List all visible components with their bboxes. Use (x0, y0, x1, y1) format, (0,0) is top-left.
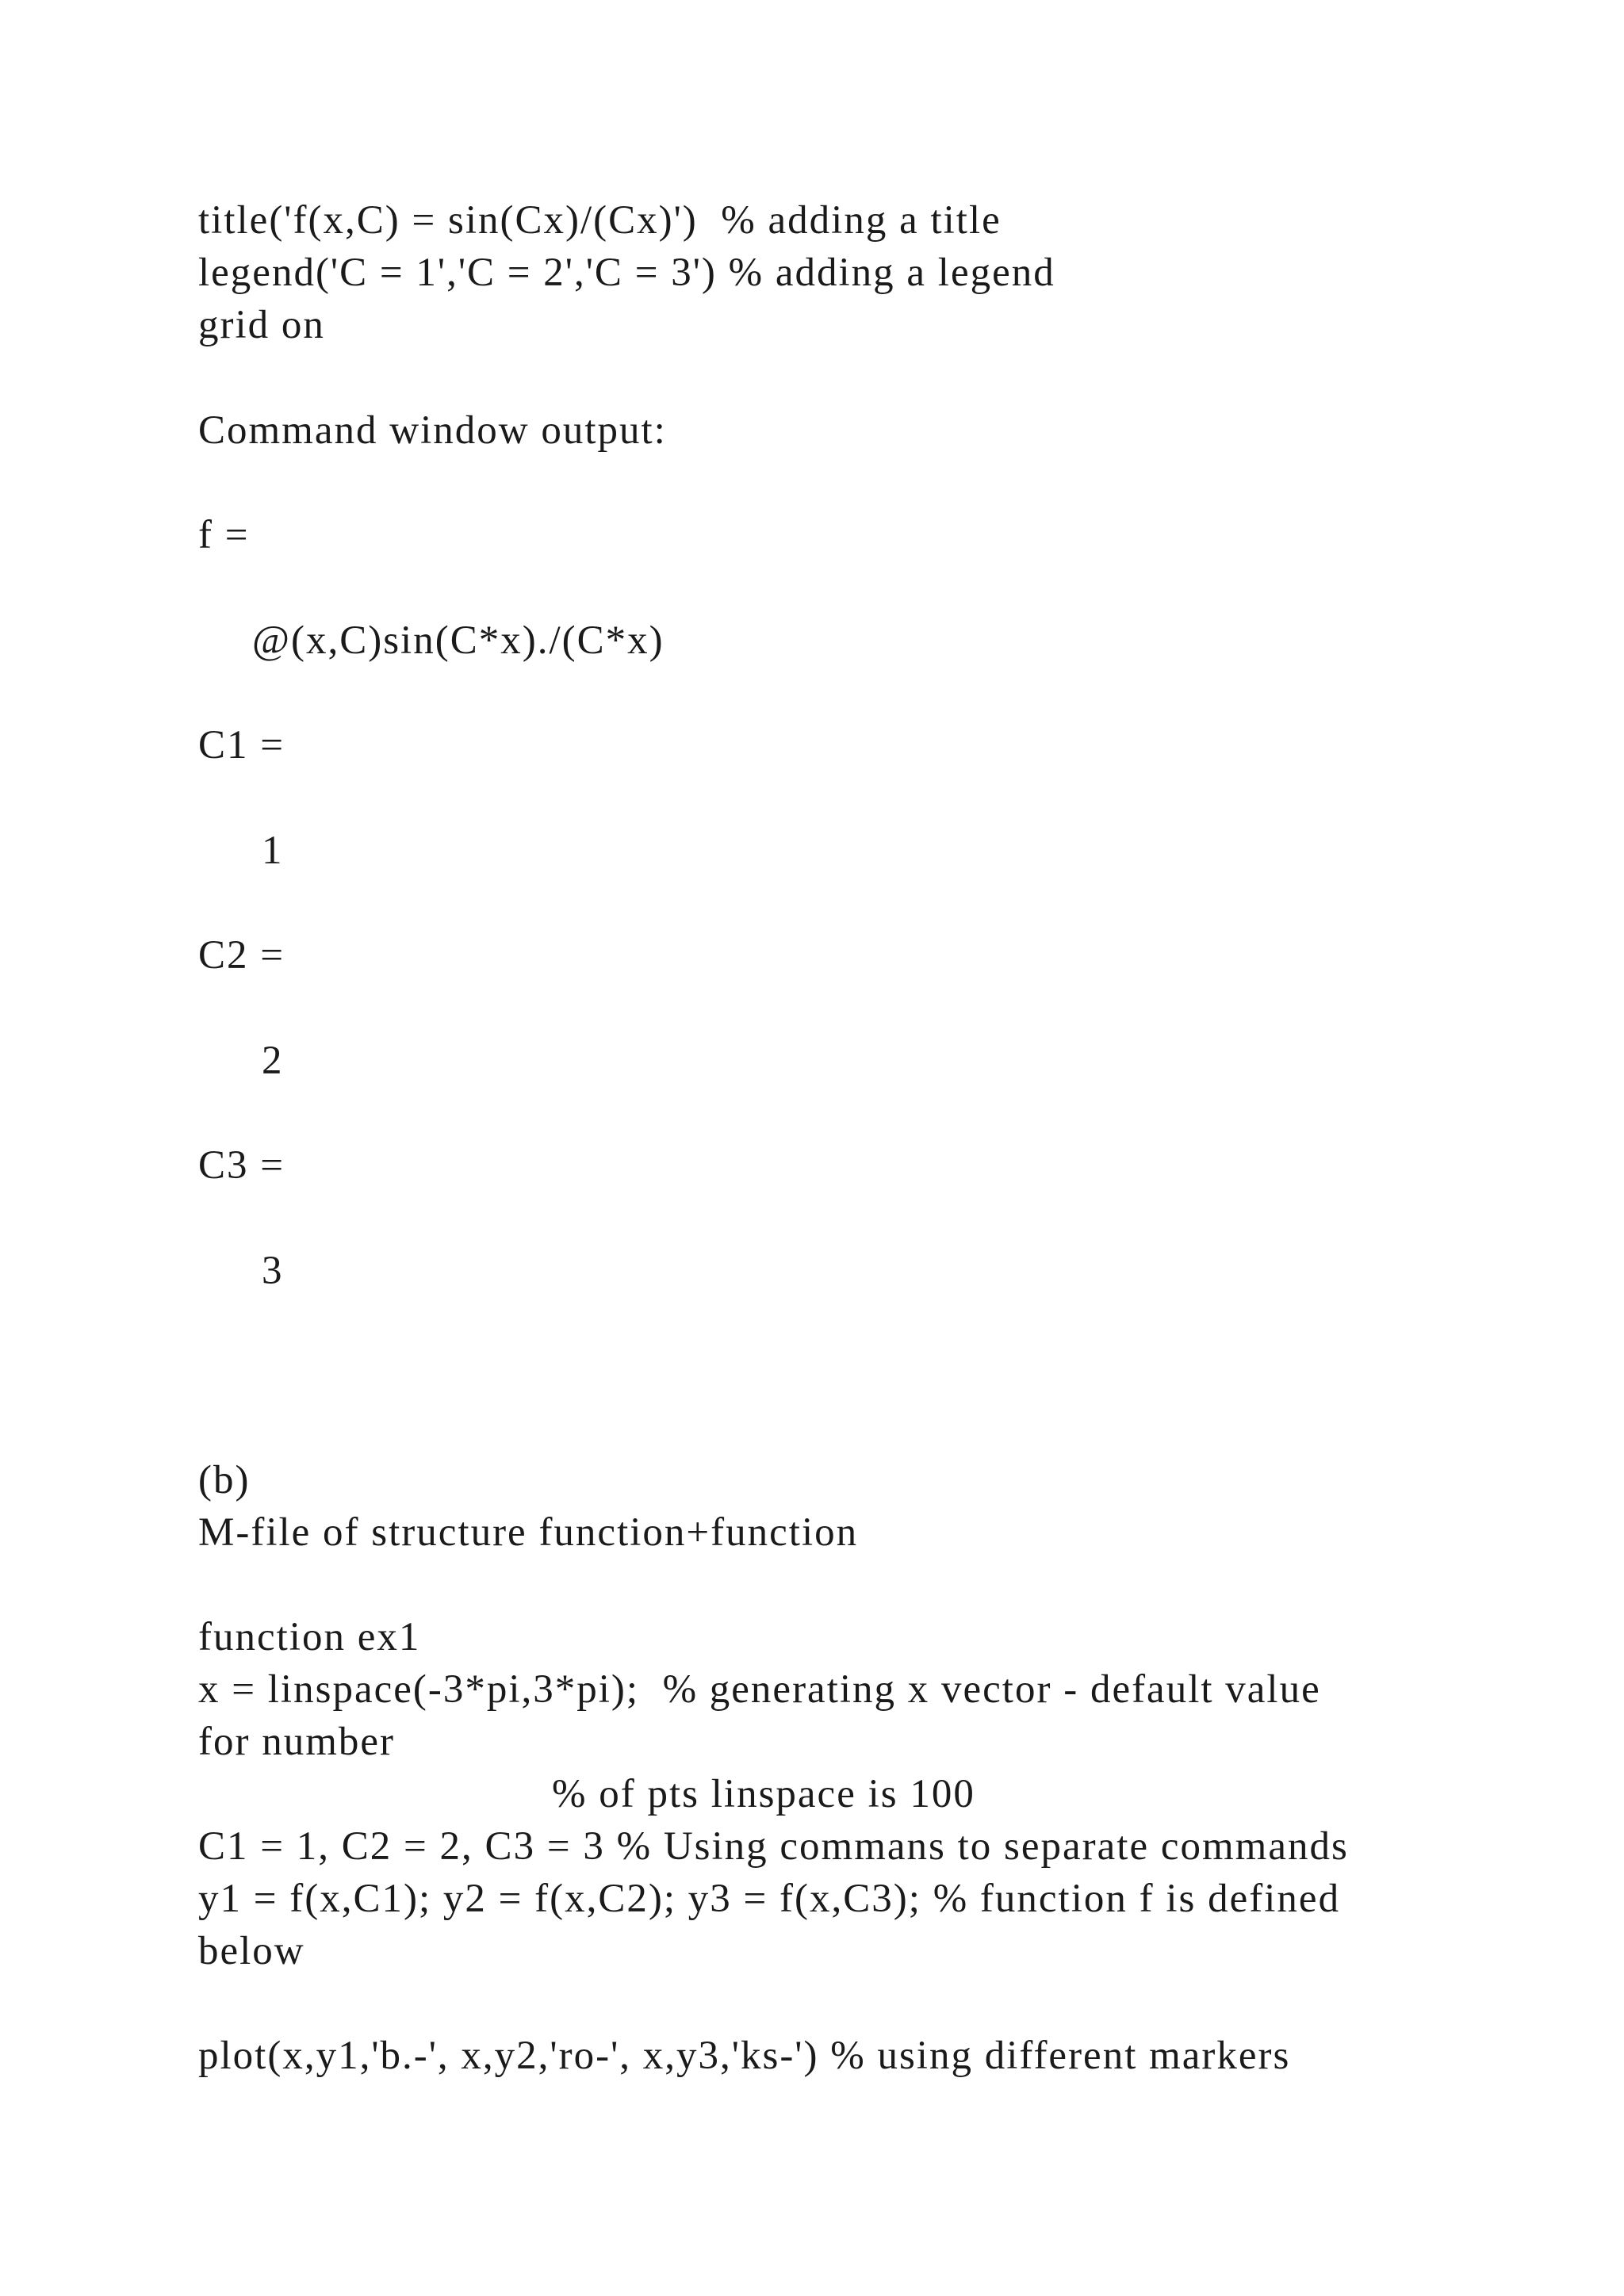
output-c2-label: C2 = (198, 933, 285, 978)
code-line-y-values: y1 = f(x,C1); y2 = f(x,C2); y3 = f(x,C3); % function f is defined (198, 1877, 1341, 1921)
output-c3-label: C3 = (198, 1143, 285, 1188)
output-f-label: f = (198, 513, 250, 557)
code-line-comment-pts: % of pts linspace is 100 (552, 1772, 975, 1816)
code-line-legend: legend('C = 1','C = 2','C = 3') % adding a legend (198, 251, 1055, 295)
section-label-b: (b) (198, 1458, 251, 1502)
code-line-plot: plot(x,y1,'b.-', x,y2,'ro-', x,y3,'ks-') % using different markers (198, 2034, 1291, 2078)
code-line-function: function ex1 (198, 1615, 421, 1659)
output-c3-value: 3 (262, 1249, 284, 1293)
code-line-constants: C1 = 1, C2 = 2, C3 = 3 % Using commans to separate commands (198, 1824, 1349, 1869)
output-c2-value: 2 (262, 1039, 284, 1083)
code-line-linspace: x = linspace(-3*pi,3*pi); % generating x vector - default value (198, 1667, 1321, 1712)
output-c1-value: 1 (262, 828, 284, 873)
output-c1-label: C1 = (198, 723, 285, 767)
output-f-value: @(x,C)sin(C*x)./(C*x) (252, 618, 665, 663)
code-line-linspace-cont: for number (198, 1720, 396, 1764)
code-line-y-values-cont: below (198, 1929, 305, 1973)
code-line-title: title('f(x,C) = sin(Cx)/(Cx)') % adding a title (198, 198, 1002, 243)
code-line-grid: grid on (198, 303, 325, 347)
section-heading-mfile: M-file of structure function+function (198, 1510, 859, 1555)
output-heading: Command window output: (198, 408, 667, 453)
